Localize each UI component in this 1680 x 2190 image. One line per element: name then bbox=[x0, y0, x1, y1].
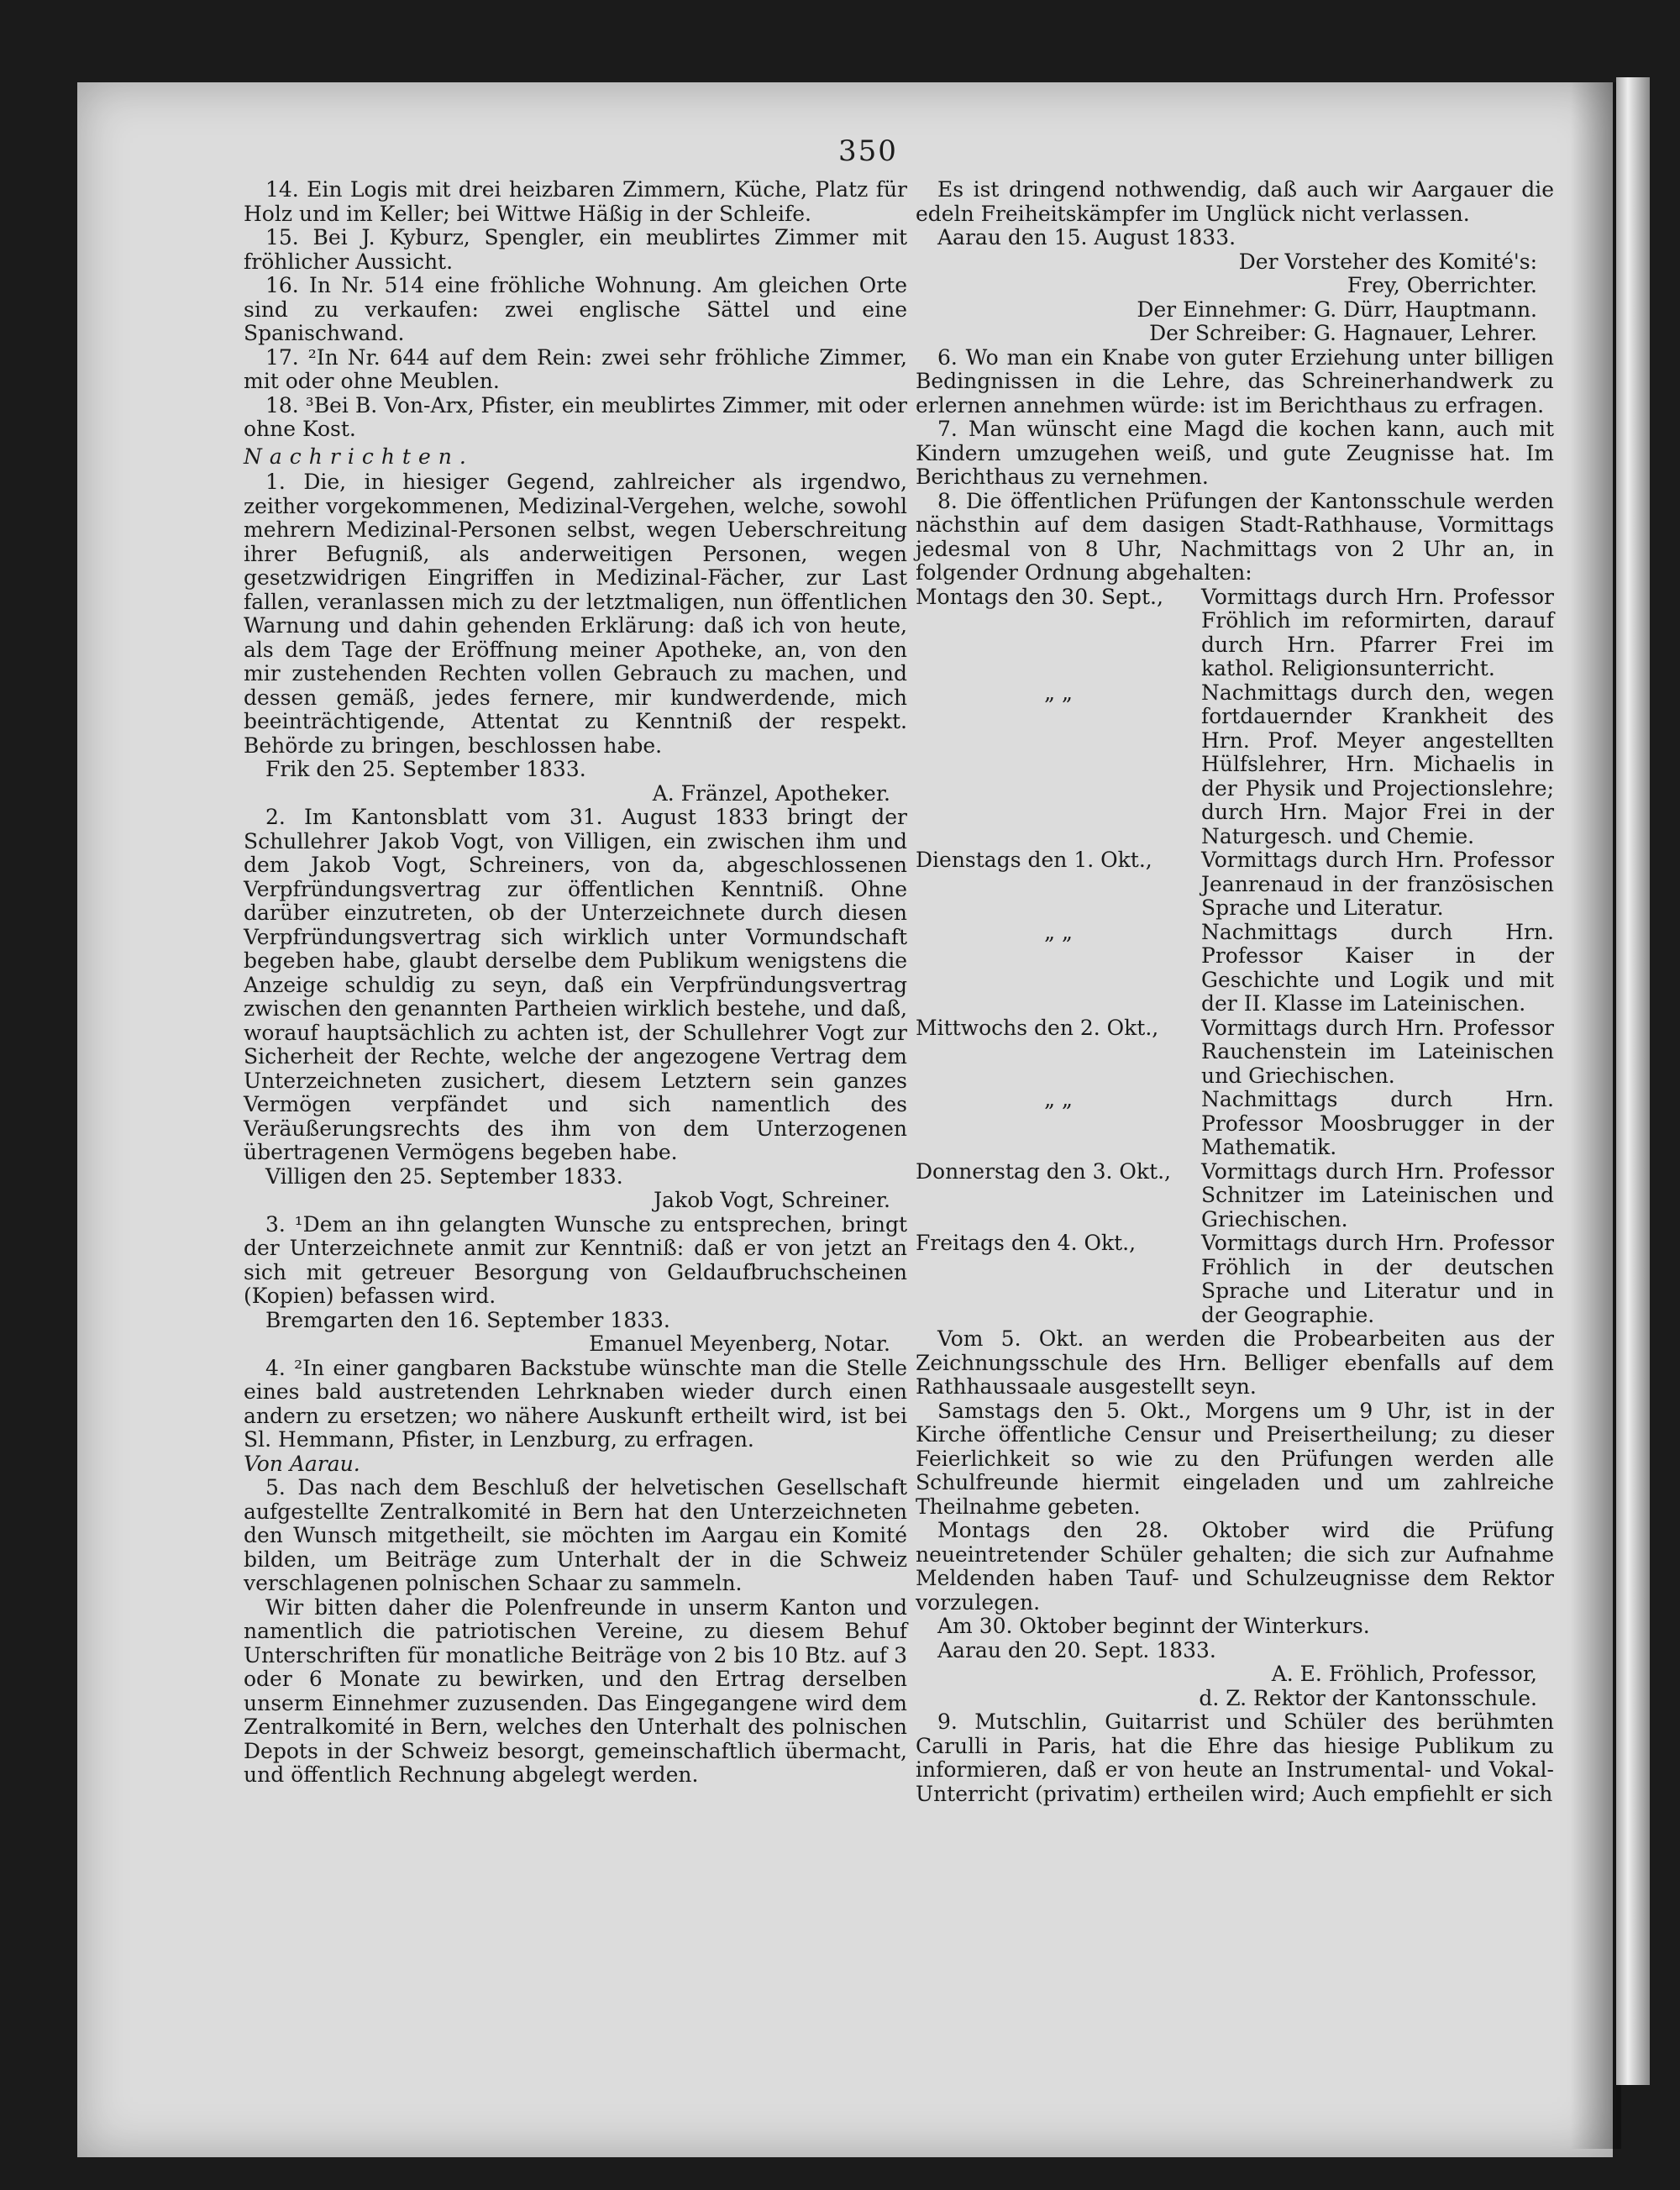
exam-day: Donnerstag den 3. Okt., bbox=[916, 1158, 1172, 1184]
ad-16: 16. In Nr. 514 eine fröhliche Wohnung. Am gleichen Orte sind zu verkaufen: zwei englische Sättel und eine Spanischwand. bbox=[244, 273, 907, 345]
notice-5-date: Aarau den 15. August 1833. bbox=[937, 225, 1236, 249]
ad-14: 14. Ein Logis mit drei heizbaren Zimmern, Küche, Platz für Holz und im Keller; bei Wittwe Häßig in der Schleife. bbox=[244, 177, 907, 226]
exam-description: Vormittags durch Hrn. Professor Jeanrenaud in der französischen Sprache und Literatur. bbox=[1201, 848, 1554, 920]
notice-3-signature: Emanuel Meyenberg, Notar. bbox=[589, 1331, 890, 1356]
ad-15: 15. Bei J. Kyburz, Spengler, ein meublirtes Zimmer mit fröhlicher Aussicht. bbox=[244, 225, 907, 274]
exam-day: „ „ bbox=[1044, 680, 1073, 705]
exam-day: „ „ bbox=[1044, 919, 1073, 944]
notice-8-paragraph-5: Am 30. Oktober beginnt der Winterkurs. bbox=[937, 1614, 1370, 1638]
notice-7-text: 7. Man wünscht eine Magd die kochen kann, auch mit Kindern umzugehen weiß, und gute Zeugnisse hat. Im Berichthaus zu vernehmen. bbox=[916, 417, 1554, 489]
notice-1-date: Frik den 25. September 1833. bbox=[265, 757, 586, 781]
notice-6-text: 6. Wo man ein Knabe von guter Erziehung unter billigen Bedingnissen in die Lehre, das Schreinerhandwerk zu erlernen annehmen würde: ist im Berichthaus zu erfragen. bbox=[916, 344, 1554, 418]
exam-description: Nachmittags durch den, wegen fortdauernder Krankheit des Hrn. Prof. Meyer angestellten Hülfslehrer, Hrn. Michaelis in der Physik und Projectionslehre; durch Hrn. Major Frei in der Naturgesch. und Chemie. bbox=[1201, 680, 1554, 848]
notice-2-signature: Jakob Vogt, Schreiner. bbox=[654, 1188, 890, 1212]
ad-17: 17. ²In Nr. 644 auf dem Rein: zwei sehr fröhliche Zimmer, mit oder ohne Meublen. bbox=[244, 344, 907, 393]
notice-3-text: 3. ¹Dem an ihn gelangten Wunsche zu entsprechen, bringt der Unterzeichnete anmit zur Kenntniß: daß er von jetzt an sich mit getreuer Besorgung von Geldaufbruchscheinen (Kopien) befassen wird. bbox=[244, 1211, 907, 1308]
notice-5-signature-2: Frey, Oberrichter. bbox=[1347, 273, 1537, 297]
exam-description: Vormittags durch Hrn. Professor Schnitzer im Lateinischen und Griechischen. bbox=[1201, 1158, 1554, 1232]
exam-row bbox=[916, 586, 1554, 681]
notice-5-text: 5. Das nach dem Beschluß der helvetischen Gesellschaft aufgestellte Zentralkomité in Bern hat den Unterzeichneten den Wunsch mitgetheilt, sie möchten im Aargau ein Komité bilden, um Beiträge zum Unterhalt der in die Schweiz verschlagenen polnischen Schaar zu sammeln. bbox=[244, 1475, 907, 1595]
notice-2-text: 2. Im Kantonsblatt vom 31. August 1833 bringt der Schullehrer Jakob Vogt, von Villigen, ein zwischen ihm und dem Jakob Vogt, Schreiners, von da, abgeschlossenen Verpfründungsvertrag zur öffentlichen Kenntniß. Ohne darüber einzutreten, ob der Unterzeichnete durch diesen Verpfründungsvertrag sich wirklich unter Vormundschaft begeben habe, glaubt derselbe dem Publikum wenigstens die Anzeige schuldig zu seyn, daß ein Verpfründungsvertrag zwischen den genannten Partheien wirklich bestehe, und daß, worauf hauptsächlich zu achten ist, der Schullehrer Vogt zur Sicherheit der Rechte, welche der angezogene Vertrag dem Unterzeichneten zusichert, diesem Letztern sein ganzes Vermögen verpfändet und sich namentlich des Veräußerungsrechts des ihm von dem Unterzogenen übertragenen Vermögens begeben habe. bbox=[244, 805, 907, 1164]
exam-row bbox=[916, 1160, 1554, 1232]
exam-row bbox=[916, 921, 1554, 1016]
notice-5-continued: Es ist dringend nothwendig, daß auch wir Aargauer die edeln Freiheitskämpfer im Unglück nicht verlassen. bbox=[916, 177, 1554, 226]
ad-18: 18. ³Bei B. Von-Arx, Pfister, ein meublirtes Zimmer, mit oder ohne Kost. bbox=[244, 392, 907, 441]
exam-description: Vormittags durch Hrn. Professor Rauchenstein im Lateinischen und Griechischen. bbox=[1201, 1015, 1554, 1088]
exam-day: Freitags den 4. Okt., bbox=[916, 1231, 1137, 1255]
right-column bbox=[916, 178, 1554, 1806]
notice-2-date: Villigen den 25. September 1833. bbox=[265, 1163, 623, 1189]
notice-8-text: 8. Die öffentlichen Prüfungen der Kantonsschule werden nächsthin auf dem dasigen Stadt-Rathhause, Vormittags jedesmal von 8 Uhr, Nachmittags von 2 Uhr an, in folgender Ordnung abgehalten: bbox=[916, 488, 1554, 585]
notice-5-heading: Von Aarau. bbox=[244, 1451, 360, 1476]
exam-description: Nachmittags durch Hrn. Professor Moosbrugger in der Mathematik. bbox=[1201, 1087, 1554, 1159]
exam-day: Dienstags den 1. Okt., bbox=[916, 848, 1152, 872]
notice-8-date: Aarau den 20. Sept. 1833. bbox=[937, 1637, 1216, 1662]
exam-description: Nachmittags durch Hrn. Professor Kaiser in der Geschichte und Logik und mit der II. Klasse im Lateinischen. bbox=[1201, 919, 1554, 1016]
exam-day: Montags den 30. Sept., bbox=[916, 584, 1163, 609]
exam-description: Vormittags durch Hrn. Professor Fröhlich im reformirten, darauf durch Hrn. Pfarrer Frei im kathol. Religionsunterricht. bbox=[1201, 584, 1554, 680]
exam-row bbox=[916, 1016, 1554, 1089]
page-number: 350 bbox=[838, 134, 898, 168]
left-column bbox=[244, 178, 907, 1788]
notice-5-signature-4: Der Schreiber: G. Hagnauer, Lehrer. bbox=[1149, 321, 1537, 345]
notice-4-text: 4. ²In einer gangbaren Backstube wünschte man die Stelle eines bald austretenden Lehrknaben wieder durch einen andern zu ersetzen; wo nähere Auskunft ertheilt wird, ist bei Sl. Hemmann, Pfister, in Lenzburg, zu erfragen. bbox=[244, 1355, 907, 1452]
section-heading: Nachrichten. bbox=[244, 444, 474, 469]
exam-row bbox=[916, 681, 1554, 849]
exam-row bbox=[916, 1088, 1554, 1160]
notice-3-date: Bremgarten den 16. September 1833. bbox=[265, 1307, 670, 1332]
notice-9-text: 9. Mutschlin, Guitarrist und Schüler des berühmten Carulli in Paris, hat die Ehre das hiesige Publikum zu informieren, daß er von heute an Instrumental- und Vokal-Unterricht (privatim) ertheilen wird; Auch empfiehlt er sich bbox=[916, 1709, 1554, 1806]
notice-1-signature: A. Fränzel, Apotheker. bbox=[652, 780, 890, 806]
notice-5-signature-3: Der Einnehmer: G. Dürr, Hauptmann. bbox=[1137, 297, 1537, 322]
exam-row bbox=[916, 1232, 1554, 1327]
notice-8-signature-1: A. E. Fröhlich, Professor, bbox=[1271, 1662, 1537, 1686]
notice-5-text-2: Wir bitten daher die Polenfreunde in unserm Kanton und namentlich die patriotischen Vereine, zu diesem Behuf Unterschriften für monatliche Beiträge von 2 bis 10 Btz. auf 3 oder 6 Monate zu bewirken, und den Ertrag derselben unserm Einnehmer zuzusenden. Das Eingegangene wird dem Zentralkomité in Bern, welches den Unterhalt des polnischen Depots in der Schweiz besorgt, gemeinschaftlich übermacht, und öffentlich Rechnung abgelegt werden. bbox=[244, 1594, 907, 1787]
exam-day: Mittwochs den 2. Okt., bbox=[916, 1015, 1159, 1040]
notice-8-paragraph-3: Samstags den 5. Okt., Morgens um 9 Uhr, ist in der Kirche öffentliche Censur und Preisertheilung; zu dieser Feierlichkeit so wie zu den Prüfungen werden alle Schulfreunde hiermit eingeladen und um zahlreiche Theilnahme gebeten. bbox=[916, 1398, 1554, 1519]
notice-5-signature-1: Der Vorsteher des Komité's: bbox=[1238, 249, 1537, 274]
exam-description: Vormittags durch Hrn. Professor Fröhlich in der deutschen Sprache und Literatur und in der Geographie. bbox=[1201, 1231, 1554, 1327]
notice-8-paragraph-4: Montags den 28. Oktober wird die Prüfung neueintretender Schüler gehalten; die sich zur Aufnahme Meldenden haben Tauf- und Schulzeugnisse dem Rektor vorzulegen. bbox=[916, 1518, 1554, 1615]
exam-day: „ „ bbox=[1044, 1087, 1073, 1111]
next-page-edge bbox=[1616, 77, 1650, 2085]
notice-8-signature-2: d. Z. Rektor der Kantonsschule. bbox=[1199, 1685, 1537, 1710]
page-shadow bbox=[1571, 82, 1621, 2149]
notice-1-text: 1. Die, in hiesiger Gegend, zahlreicher als irgendwo, zeither vorgekommenen, Medizinal-Vergehen, welche, sowohl mehrern Medizinal-Personen selbst, wegen Ueberschreitung ihrer Befugniß, als anderweitigen Personen, wegen gesetzwidrigen Eingriffen in Medizinal-Fächer, zur Last fallen, veranlassen mich zu der letztmaligen, nun öffentlichen Warnung und dahin gehenden Erklärung: daß ich von heute, als dem Tage der Eröffnung meiner Apotheke, an, von den mir zustehenden Rechten vollen Gebrauch zu machen, und dessen gemäß, jedes fernere, mir kundwerdende, mich beeinträchtigende, Attentat zu Kenntniß der respekt. Behörde zu bringen, beschlossen habe. bbox=[244, 470, 907, 758]
exam-row bbox=[916, 848, 1554, 921]
notice-8-paragraph-2: Vom 5. Okt. an werden die Probearbeiten aus der Zeichnungsschule des Hrn. Belliger ebenfalls auf dem Rathhaussaale ausgestellt seyn. bbox=[916, 1326, 1554, 1399]
